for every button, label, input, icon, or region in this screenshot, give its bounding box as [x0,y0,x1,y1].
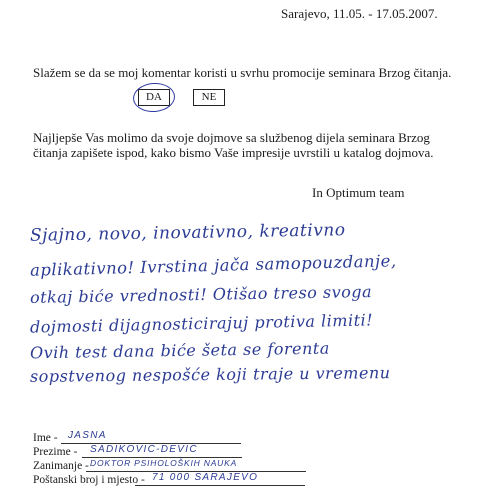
occupation-value: DOKTOR PSIHOLOŠKIH NAUKA [90,458,238,468]
comment-line: Ovih test dana biće šeta se forenta [29,338,330,363]
comment-line: sopstvenog nespošće koji traje u vremenu [29,363,391,386]
comment-line: aplikativno! Ivrstina jača samopouzdanje, [29,251,397,280]
comment-line: otkaj biće vrednosti! Otišao treso svoga [29,282,373,307]
form-date: Sarajevo, 11.05. - 17.05.2007. [281,6,438,21]
occupation-label: Zanimanje - [33,460,89,472]
postal-code-city-value: 71 000 SARAJEVO [152,472,259,483]
postal-code-city-label: Poštanski broj i mjesto - [33,474,145,486]
team-signature: In Optimum team [312,185,405,200]
comment-line: Sjajno, novo, inovativno, kreativno [29,220,346,246]
first-name-value: JASNA [68,430,107,441]
selection-circle-mark [132,82,176,114]
last-name-value: SADIKOVIĆ-DEVIĆ [90,444,198,455]
comment-line: dojmosti dijagnosticirajuj protiva limiti! [29,310,374,337]
request-text-line-2: čitanja zapišete ispod, kako bismo Vaše impresije uvrstili u katalog dojmova. [33,145,434,160]
consent-yes-box[interactable]: DA [138,89,170,106]
consent-statement: Slažem se da se moj komentar koristi u svrhu promocije seminara Brzog čitanja. [33,65,452,80]
request-text-line-1: Najljepše Vas molimo da svoje dojmove sa službenog dijela seminara Brzog [33,130,430,145]
first-name-label: Ime - [33,432,58,444]
postal-code-city-field[interactable] [135,485,305,486]
consent-no-box[interactable]: NE [193,89,225,106]
last-name-label: Prezime - [33,446,78,458]
